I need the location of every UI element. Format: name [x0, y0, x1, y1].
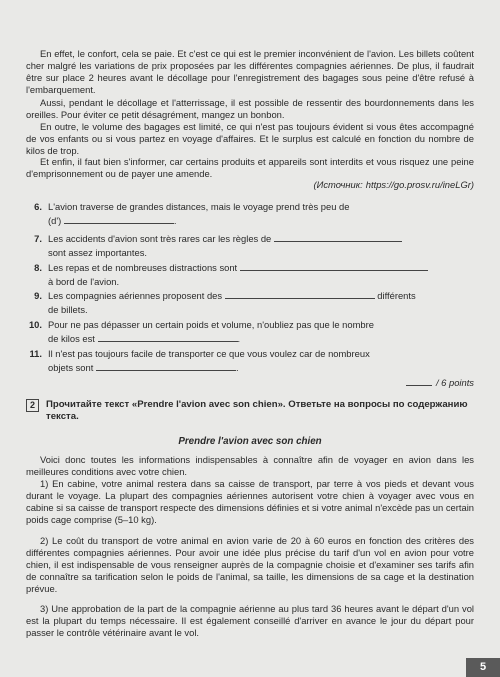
- answer-blank-10[interactable]: [98, 332, 238, 342]
- question-8: 8. Les repas et de nombreuses distractions sont à bord de l'avion.: [28, 261, 474, 289]
- source-link[interactable]: https://go.prosv.ru/ineLGr): [365, 179, 474, 190]
- text2-paragraph-2: 1) En cabine, votre animal restera dans sa caisse de transport, par terre à vos pieds et devant vous durant le voyage. La plupart des compagnies aériennes autorisent votre chien à voyager avec vous en cabine si sa caisse de transport respecte des dimensions définies et si votre animal n'excède pas un certain poids cage comprise (5–10 kg).: [26, 478, 474, 525]
- task-number-badge: 2: [26, 399, 39, 412]
- score-blank[interactable]: [406, 376, 432, 386]
- question-10: 10. Pour ne pas dépasser un certain poids et volume, n'oubliez pas que le nombre de kilos est .: [28, 319, 374, 344]
- intro-paragraph-1: En effet, le confort, cela se paie. Et c'est ce qui est le premier inconvénient de l'avion. Les billets coûtent cher malgré les variations de prix proposées par les différentes compagnies aériennes. De plus, il faudrait être sur place 2 heures avant le décollage pour l'enregistrement des bagages sous peine d'être refusé à l'embarquement.: [26, 48, 474, 95]
- question-9: 9. Les compagnies aériennes proposent des différents de billets.: [34, 290, 416, 315]
- text-title: Prendre l'avion avec son chien: [178, 436, 322, 447]
- answer-blank-6[interactable]: [64, 214, 174, 224]
- text2-paragraph-3: 2) Le coût du transport de votre animal en avion varie de 20 à 60 euros en fonction des critères des différentes compagnies aériennes. Pour avoir une idée plus précise du tarif d'un vol en avion pour votre chien, il est indispensable de vous renseigner auprès de la compagnie choisie et d'examiner ses tarifs afin de connaître sa tarification selon le poids de l'animal, sa taille, les dimensions de sa cage et la destination prévue.: [26, 535, 474, 594]
- intro-paragraph-3: En outre, le volume des bagages est limité, ce qui n'est pas toujours évident si vous êtes accompagné de vos enfants ou si vous partez en voyage d'affaires. Et le surplus est calculé en fonction du nombre de kilos de trop.: [26, 121, 474, 156]
- question-6: 6. L'avion traverse de grandes distances, mais le voyage prend très peu de (d') .: [34, 201, 350, 226]
- intro-paragraph-4: Et enfin, il faut bien s'informer, car certains produits et appareils sont interdits et vous risquez une peine d'emprisonnement ou de payer une amende.: [26, 156, 474, 179]
- text2-paragraph-1: Voici donc toutes les informations indispensables à connaître afin de voyager en avion dans les meilleures conditions avec votre chien.: [26, 454, 474, 477]
- score-field: / 6 points: [406, 376, 474, 388]
- question-11: 11. Il n'est pas toujours facile de transporter ce que vous voulez car de nombreux objets sont .: [29, 348, 370, 373]
- answer-blank-9[interactable]: [225, 289, 375, 299]
- answer-blank-11[interactable]: [96, 361, 236, 371]
- answer-blank-8[interactable]: [240, 261, 428, 271]
- intro-paragraph-2: Aussi, pendant le décollage et l'atterrissage, il est possible de ressentir des bourdonnements dans les oreilles. Pour éviter ce petit désagrément, mangez un bonbon.: [26, 97, 474, 120]
- page-number: 5: [466, 658, 500, 677]
- source-citation: (Источник: https://go.prosv.ru/ineLGr): [313, 179, 474, 190]
- task-instruction: Прочитайте текст «Prendre l'avion avec son chien». Ответьте на вопросы по содержанию текста.: [46, 399, 468, 422]
- answer-blank-7[interactable]: [274, 232, 402, 242]
- question-7: 7. Les accidents d'avion sont très rares car les règles de sont assez importantes.: [28, 232, 474, 260]
- text2-paragraph-4: 3) Une approbation de la part de la compagnie aérienne au plus tard 36 heures avant le départ d'un vol est la plupart du temps nécessaire. Il est également conseillé d'arriver en avance le jour du départ pour passer le contrôle vétérinaire avant le vol.: [26, 603, 474, 638]
